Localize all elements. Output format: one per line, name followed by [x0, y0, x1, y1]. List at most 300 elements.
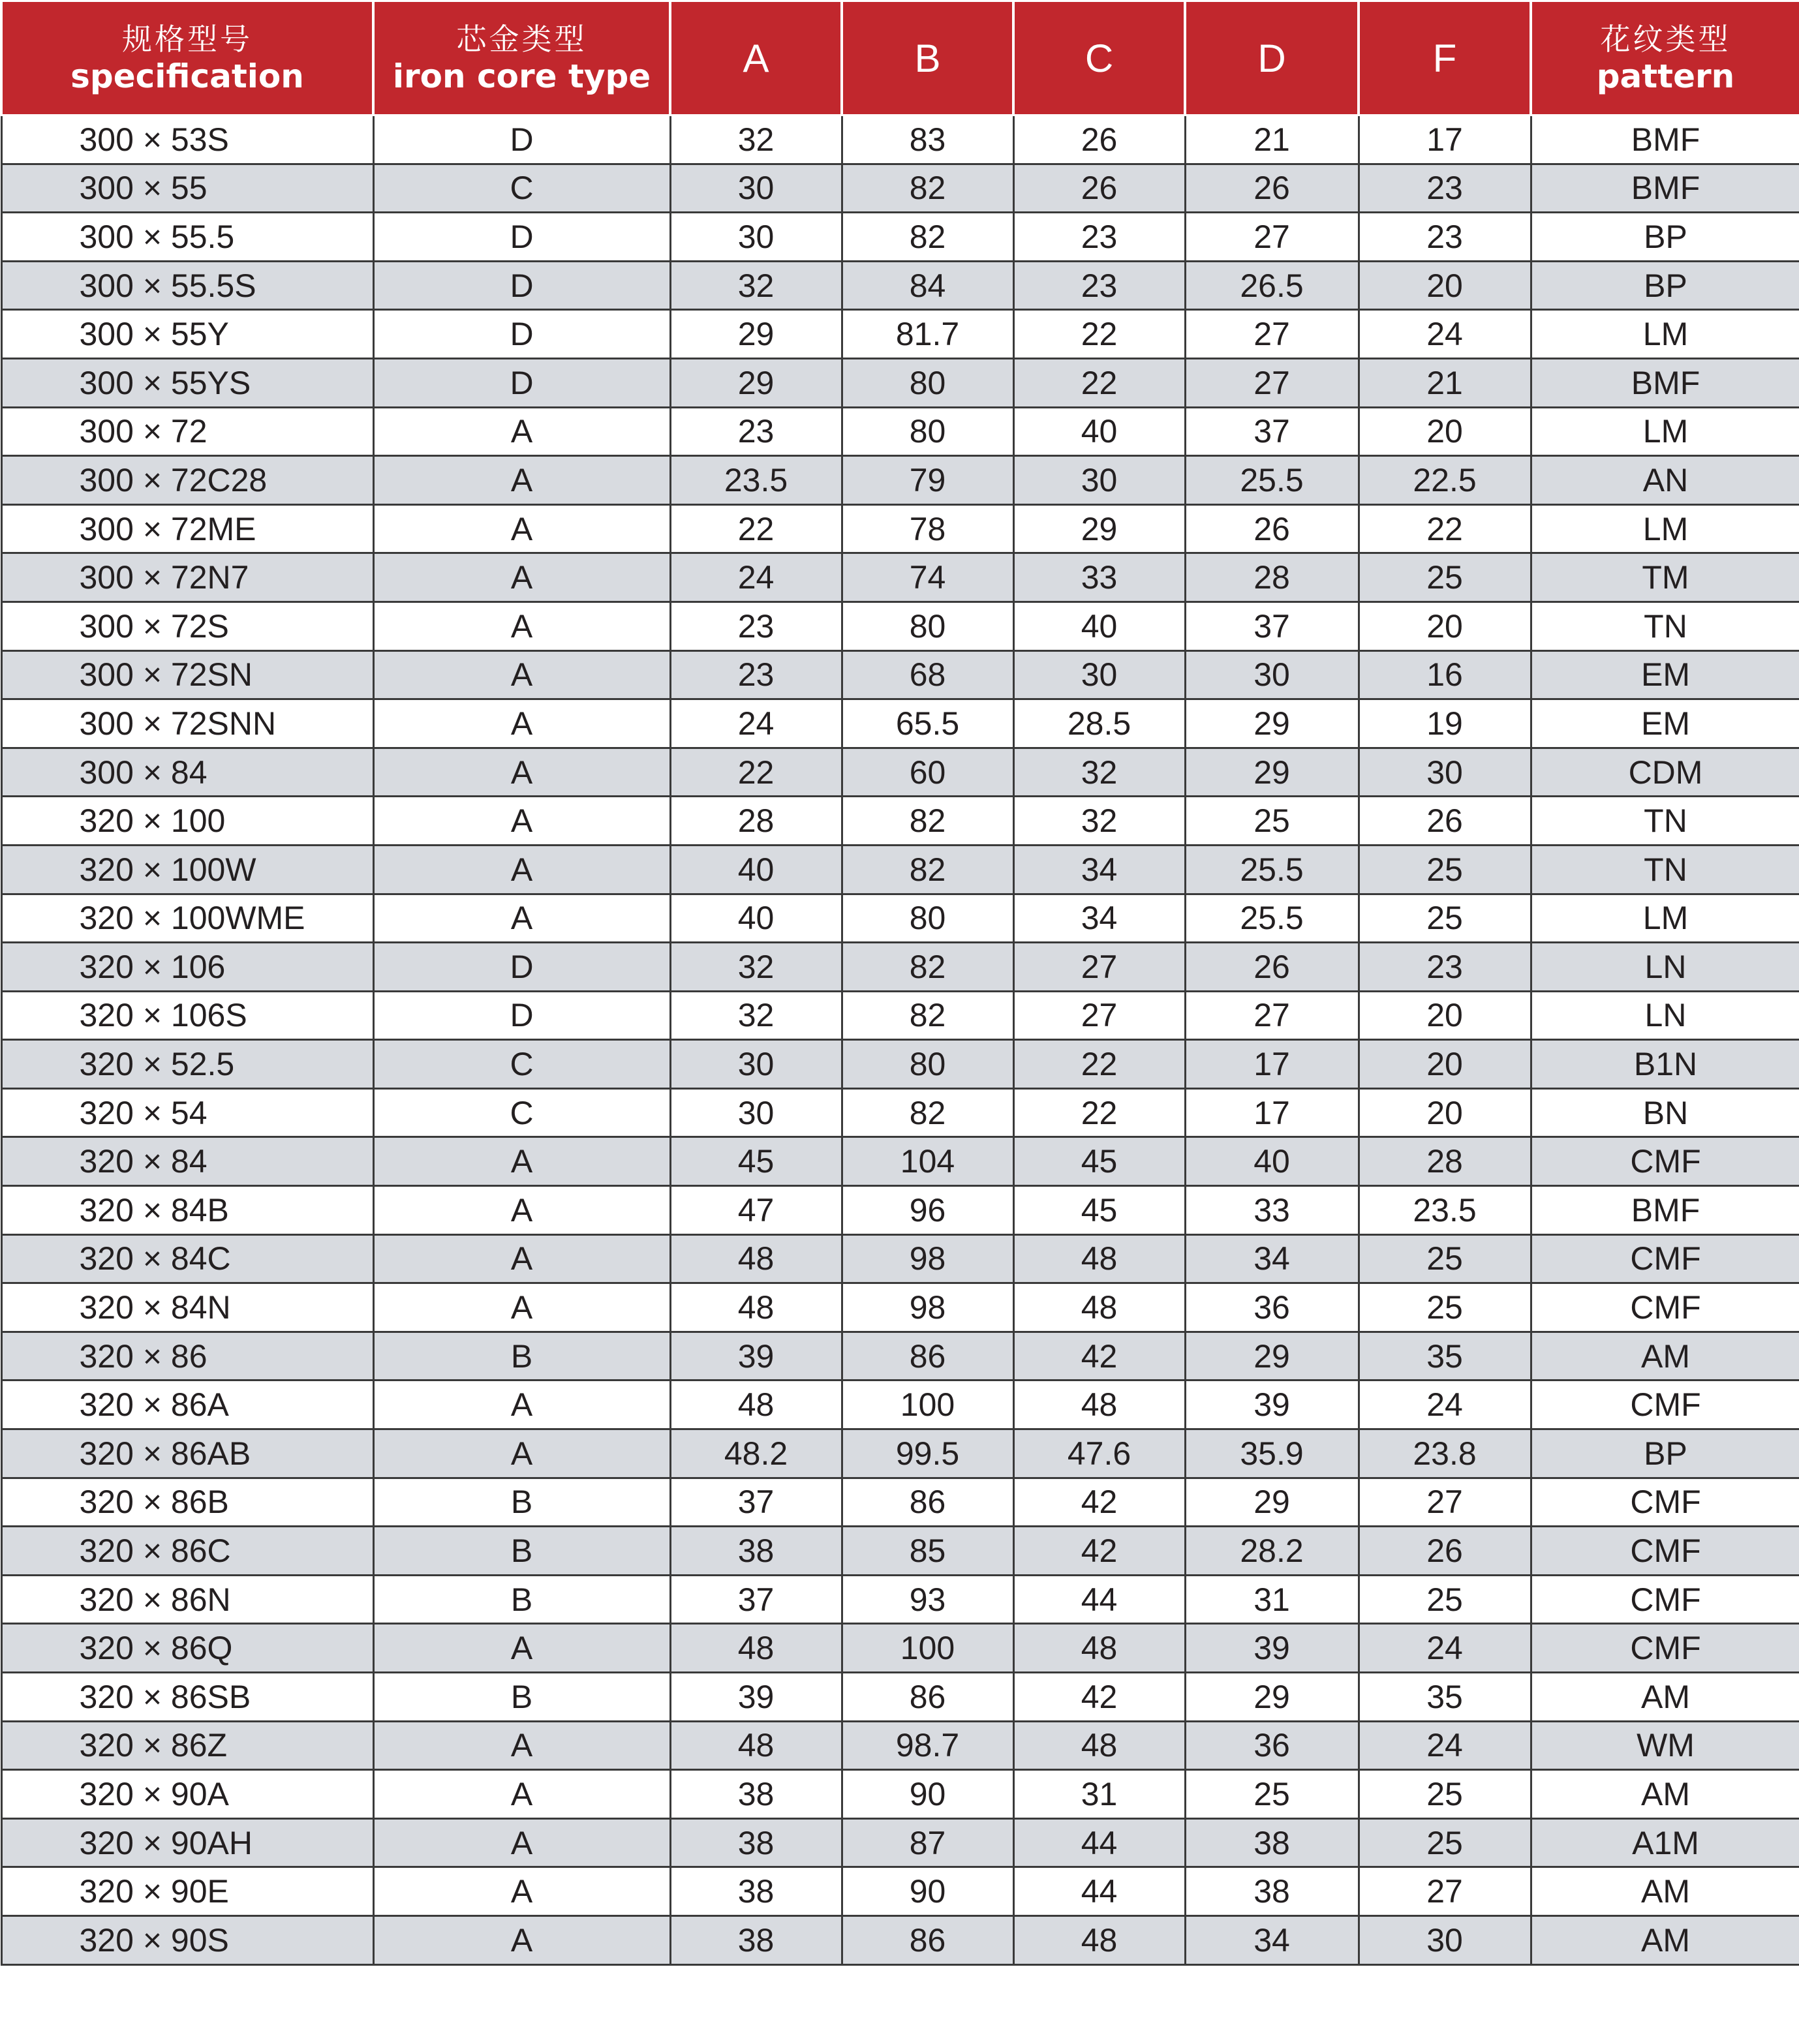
header-b: [842, 1, 1013, 115]
cell-f: 25: [1359, 1283, 1531, 1332]
cell-c: 30: [1013, 456, 1185, 505]
cell-c: 44: [1013, 1867, 1185, 1916]
table-row: [1, 1234, 1799, 1283]
cell-f: 28: [1359, 1137, 1531, 1186]
cell-pattern: CMF: [1531, 1575, 1799, 1624]
cell-b: 68: [842, 650, 1013, 699]
table-row: [1, 1818, 1799, 1867]
cell-a: 24: [670, 699, 842, 748]
cell-d: 28.2: [1185, 1527, 1359, 1576]
cell-iron-core-type: A: [373, 1283, 670, 1332]
cell-specification: 300 × 55.5: [1, 213, 373, 262]
cell-f: 17: [1359, 115, 1531, 164]
cell-pattern: LM: [1531, 407, 1799, 456]
cell-f: 27: [1359, 1867, 1531, 1916]
cell-c: 29: [1013, 504, 1185, 553]
table-row: [1, 164, 1799, 213]
cell-c: 45: [1013, 1186, 1185, 1235]
cell-a: 39: [670, 1673, 842, 1722]
cell-c: 48: [1013, 1234, 1185, 1283]
cell-pattern: EM: [1531, 650, 1799, 699]
cell-f: 20: [1359, 602, 1531, 650]
cell-pattern: CMF: [1531, 1478, 1799, 1527]
cell-c: 22: [1013, 358, 1185, 407]
cell-d: 37: [1185, 602, 1359, 650]
cell-b: 83: [842, 115, 1013, 164]
cell-specification: 320 × 90A: [1, 1770, 373, 1819]
cell-f: 25: [1359, 1818, 1531, 1867]
cell-iron-core-type: C: [373, 164, 670, 213]
cell-iron-core-type: A: [373, 1818, 670, 1867]
cell-c: 42: [1013, 1478, 1185, 1527]
cell-a: 47: [670, 1186, 842, 1235]
cell-pattern: LM: [1531, 504, 1799, 553]
cell-iron-core-type: A: [373, 1380, 670, 1429]
cell-d: 36: [1185, 1721, 1359, 1770]
cell-b: 104: [842, 1137, 1013, 1186]
table-row: [1, 991, 1799, 1040]
cell-a: 38: [670, 1818, 842, 1867]
cell-d: 26: [1185, 504, 1359, 553]
cell-d: 25: [1185, 797, 1359, 846]
table-row: [1, 894, 1799, 943]
cell-f: 24: [1359, 1721, 1531, 1770]
cell-f: 20: [1359, 1088, 1531, 1137]
cell-pattern: CMF: [1531, 1234, 1799, 1283]
cell-f: 25: [1359, 1575, 1531, 1624]
table-row: [1, 748, 1799, 797]
cell-specification: 320 × 106: [1, 943, 373, 992]
header-c-label: C: [1084, 36, 1114, 80]
cell-a: 29: [670, 358, 842, 407]
cell-c: 45: [1013, 1137, 1185, 1186]
header-pattern-zh: 花纹类型: [1600, 22, 1731, 57]
cell-f: 24: [1359, 310, 1531, 359]
table-row: [1, 1867, 1799, 1916]
cell-b: 100: [842, 1624, 1013, 1673]
cell-pattern: AM: [1531, 1332, 1799, 1380]
cell-a: 38: [670, 1770, 842, 1819]
cell-d: 39: [1185, 1380, 1359, 1429]
cell-a: 40: [670, 894, 842, 943]
table-row: [1, 358, 1799, 407]
cell-c: 44: [1013, 1818, 1185, 1867]
cell-iron-core-type: D: [373, 358, 670, 407]
cell-d: 28: [1185, 553, 1359, 602]
cell-f: 25: [1359, 845, 1531, 894]
cell-pattern: BMF: [1531, 1186, 1799, 1235]
cell-specification: 300 × 53S: [1, 115, 373, 164]
cell-d: 39: [1185, 1624, 1359, 1673]
cell-d: 27: [1185, 310, 1359, 359]
cell-pattern: LN: [1531, 991, 1799, 1040]
table-row: [1, 699, 1799, 748]
cell-pattern: AN: [1531, 456, 1799, 505]
cell-f: 25: [1359, 553, 1531, 602]
cell-iron-core-type: B: [373, 1527, 670, 1576]
cell-f: 26: [1359, 1527, 1531, 1576]
cell-d: 38: [1185, 1818, 1359, 1867]
cell-f: 23: [1359, 943, 1531, 992]
cell-d: 37: [1185, 407, 1359, 456]
cell-pattern: LM: [1531, 310, 1799, 359]
cell-c: 34: [1013, 845, 1185, 894]
cell-specification: 300 × 72SN: [1, 650, 373, 699]
cell-pattern: CMF: [1531, 1283, 1799, 1332]
cell-f: 26: [1359, 797, 1531, 846]
cell-d: 29: [1185, 1332, 1359, 1380]
cell-a: 23: [670, 650, 842, 699]
cell-specification: 300 × 84: [1, 748, 373, 797]
cell-d: 30: [1185, 650, 1359, 699]
cell-pattern: LM: [1531, 894, 1799, 943]
cell-b: 86: [842, 1915, 1013, 1964]
cell-specification: 300 × 72SNN: [1, 699, 373, 748]
cell-iron-core-type: A: [373, 1186, 670, 1235]
cell-b: 82: [842, 845, 1013, 894]
cell-pattern: BMF: [1531, 115, 1799, 164]
header-b-label: B: [914, 36, 941, 80]
cell-c: 23: [1013, 213, 1185, 262]
cell-d: 29: [1185, 1478, 1359, 1527]
table-row: [1, 553, 1799, 602]
cell-b: 100: [842, 1380, 1013, 1429]
cell-iron-core-type: D: [373, 261, 670, 310]
cell-b: 85: [842, 1527, 1013, 1576]
table-row: [1, 213, 1799, 262]
cell-a: 30: [670, 164, 842, 213]
cell-a: 48.2: [670, 1429, 842, 1478]
cell-specification: 320 × 100: [1, 797, 373, 846]
cell-specification: 300 × 72S: [1, 602, 373, 650]
cell-iron-core-type: A: [373, 650, 670, 699]
cell-pattern: CMF: [1531, 1380, 1799, 1429]
cell-c: 42: [1013, 1673, 1185, 1722]
header-c: [1013, 1, 1185, 115]
cell-specification: 320 × 86: [1, 1332, 373, 1380]
cell-f: 19: [1359, 699, 1531, 748]
cell-iron-core-type: A: [373, 1867, 670, 1916]
cell-f: 27: [1359, 1478, 1531, 1527]
cell-pattern: TN: [1531, 797, 1799, 846]
cell-c: 32: [1013, 797, 1185, 846]
cell-iron-core-type: A: [373, 894, 670, 943]
cell-f: 35: [1359, 1673, 1531, 1722]
cell-iron-core-type: A: [373, 504, 670, 553]
cell-pattern: TN: [1531, 845, 1799, 894]
cell-c: 32: [1013, 748, 1185, 797]
header-specification: [1, 1, 373, 115]
table-body: [1, 115, 1799, 1965]
cell-iron-core-type: C: [373, 1088, 670, 1137]
cell-pattern: WM: [1531, 1721, 1799, 1770]
cell-c: 28.5: [1013, 699, 1185, 748]
cell-c: 42: [1013, 1332, 1185, 1380]
cell-specification: 320 × 86B: [1, 1478, 373, 1527]
header-specification-zh: 规格型号: [122, 22, 253, 57]
cell-c: 26: [1013, 115, 1185, 164]
cell-a: 38: [670, 1915, 842, 1964]
cell-iron-core-type: D: [373, 115, 670, 164]
cell-f: 22.5: [1359, 456, 1531, 505]
header-a: [670, 1, 842, 115]
header-d-label: D: [1257, 36, 1286, 80]
cell-a: 32: [670, 991, 842, 1040]
cell-specification: 320 × 86Z: [1, 1721, 373, 1770]
cell-d: 33: [1185, 1186, 1359, 1235]
cell-d: 34: [1185, 1234, 1359, 1283]
table-row: [1, 1429, 1799, 1478]
cell-specification: 300 × 72N7: [1, 553, 373, 602]
cell-f: 16: [1359, 650, 1531, 699]
cell-specification: 320 × 84B: [1, 1186, 373, 1235]
cell-a: 37: [670, 1478, 842, 1527]
table-row: [1, 1575, 1799, 1624]
cell-iron-core-type: D: [373, 991, 670, 1040]
cell-iron-core-type: A: [373, 1721, 670, 1770]
cell-specification: 320 × 90S: [1, 1915, 373, 1964]
cell-c: 48: [1013, 1624, 1185, 1673]
table-row: [1, 1186, 1799, 1235]
table-header: [1, 1, 1799, 115]
table-row: [1, 1624, 1799, 1673]
cell-b: 80: [842, 602, 1013, 650]
header-pattern-en: pattern: [1596, 57, 1735, 95]
cell-iron-core-type: A: [373, 456, 670, 505]
cell-c: 27: [1013, 991, 1185, 1040]
cell-b: 82: [842, 213, 1013, 262]
cell-specification: 320 × 86SB: [1, 1673, 373, 1722]
cell-a: 32: [670, 261, 842, 310]
cell-c: 30: [1013, 650, 1185, 699]
cell-specification: 320 × 84C: [1, 1234, 373, 1283]
header-iron-core-type-en: iron core type: [392, 57, 651, 95]
cell-b: 65.5: [842, 699, 1013, 748]
header-iron-core-type: [373, 1, 670, 115]
cell-pattern: A1M: [1531, 1818, 1799, 1867]
table-row: [1, 1088, 1799, 1137]
cell-pattern: EM: [1531, 699, 1799, 748]
cell-a: 48: [670, 1624, 842, 1673]
cell-d: 29: [1185, 748, 1359, 797]
cell-a: 38: [670, 1867, 842, 1916]
table-row: [1, 115, 1799, 164]
cell-specification: 320 × 86AB: [1, 1429, 373, 1478]
cell-specification: 320 × 100W: [1, 845, 373, 894]
header-f-label: F: [1432, 36, 1457, 80]
cell-a: 22: [670, 748, 842, 797]
cell-specification: 320 × 52.5: [1, 1040, 373, 1089]
cell-d: 25.5: [1185, 456, 1359, 505]
header-iron-core-type-zh: 芯金类型: [456, 22, 587, 57]
cell-b: 79: [842, 456, 1013, 505]
cell-pattern: CDM: [1531, 748, 1799, 797]
cell-f: 23: [1359, 213, 1531, 262]
cell-d: 40: [1185, 1137, 1359, 1186]
table-row: [1, 456, 1799, 505]
cell-c: 47.6: [1013, 1429, 1185, 1478]
cell-pattern: B1N: [1531, 1040, 1799, 1089]
table-row: [1, 650, 1799, 699]
cell-b: 99.5: [842, 1429, 1013, 1478]
cell-a: 29: [670, 310, 842, 359]
cell-specification: 300 × 72C28: [1, 456, 373, 505]
cell-d: 38: [1185, 1867, 1359, 1916]
cell-a: 24: [670, 553, 842, 602]
cell-specification: 300 × 55: [1, 164, 373, 213]
table-row: [1, 1915, 1799, 1964]
cell-specification: 300 × 72ME: [1, 504, 373, 553]
cell-iron-core-type: A: [373, 1137, 670, 1186]
cell-b: 82: [842, 943, 1013, 992]
cell-iron-core-type: A: [373, 602, 670, 650]
cell-iron-core-type: D: [373, 213, 670, 262]
cell-c: 40: [1013, 407, 1185, 456]
cell-d: 31: [1185, 1575, 1359, 1624]
cell-specification: 300 × 55YS: [1, 358, 373, 407]
table-row: [1, 504, 1799, 553]
cell-pattern: BP: [1531, 213, 1799, 262]
table-row: [1, 310, 1799, 359]
cell-d: 27: [1185, 358, 1359, 407]
cell-b: 98.7: [842, 1721, 1013, 1770]
table-row: [1, 602, 1799, 650]
cell-pattern: BMF: [1531, 358, 1799, 407]
cell-a: 48: [670, 1283, 842, 1332]
cell-d: 26: [1185, 164, 1359, 213]
cell-b: 60: [842, 748, 1013, 797]
table-row: [1, 943, 1799, 992]
cell-specification: 300 × 55.5S: [1, 261, 373, 310]
cell-b: 82: [842, 797, 1013, 846]
cell-pattern: AM: [1531, 1915, 1799, 1964]
cell-b: 98: [842, 1234, 1013, 1283]
cell-iron-core-type: B: [373, 1332, 670, 1380]
cell-f: 24: [1359, 1380, 1531, 1429]
cell-d: 25: [1185, 1770, 1359, 1819]
cell-pattern: BP: [1531, 261, 1799, 310]
cell-b: 82: [842, 1088, 1013, 1137]
header-specification-en: specification: [70, 57, 304, 95]
cell-a: 48: [670, 1234, 842, 1283]
cell-d: 27: [1185, 991, 1359, 1040]
cell-d: 21: [1185, 115, 1359, 164]
cell-b: 74: [842, 553, 1013, 602]
cell-c: 48: [1013, 1380, 1185, 1429]
cell-d: 35.9: [1185, 1429, 1359, 1478]
cell-b: 87: [842, 1818, 1013, 1867]
cell-b: 90: [842, 1770, 1013, 1819]
header-row: [1, 1, 1799, 115]
cell-c: 22: [1013, 310, 1185, 359]
cell-pattern: AM: [1531, 1867, 1799, 1916]
cell-a: 30: [670, 1088, 842, 1137]
cell-d: 29: [1185, 1673, 1359, 1722]
cell-specification: 320 × 106S: [1, 991, 373, 1040]
cell-specification: 320 × 54: [1, 1088, 373, 1137]
cell-iron-core-type: D: [373, 310, 670, 359]
cell-c: 31: [1013, 1770, 1185, 1819]
cell-b: 80: [842, 358, 1013, 407]
cell-a: 40: [670, 845, 842, 894]
cell-pattern: CMF: [1531, 1137, 1799, 1186]
cell-pattern: TN: [1531, 602, 1799, 650]
cell-d: 27: [1185, 213, 1359, 262]
cell-a: 37: [670, 1575, 842, 1624]
cell-specification: 320 × 100WME: [1, 894, 373, 943]
cell-b: 82: [842, 991, 1013, 1040]
cell-specification: 320 × 84: [1, 1137, 373, 1186]
cell-c: 27: [1013, 943, 1185, 992]
table-row: [1, 797, 1799, 846]
cell-specification: 320 × 90AH: [1, 1818, 373, 1867]
cell-specification: 320 × 84N: [1, 1283, 373, 1332]
cell-d: 34: [1185, 1915, 1359, 1964]
cell-b: 86: [842, 1673, 1013, 1722]
cell-a: 32: [670, 115, 842, 164]
header-a-label: A: [743, 36, 769, 80]
cell-b: 84: [842, 261, 1013, 310]
cell-iron-core-type: A: [373, 407, 670, 456]
cell-b: 80: [842, 894, 1013, 943]
table-row: [1, 1040, 1799, 1089]
table-row: [1, 1770, 1799, 1819]
table-row: [1, 1137, 1799, 1186]
cell-c: 22: [1013, 1040, 1185, 1089]
cell-f: 25: [1359, 894, 1531, 943]
cell-c: 34: [1013, 894, 1185, 943]
table-row: [1, 1527, 1799, 1576]
cell-f: 35: [1359, 1332, 1531, 1380]
cell-c: 44: [1013, 1575, 1185, 1624]
cell-pattern: BN: [1531, 1088, 1799, 1137]
cell-b: 93: [842, 1575, 1013, 1624]
cell-d: 17: [1185, 1040, 1359, 1089]
cell-specification: 320 × 86C: [1, 1527, 373, 1576]
cell-f: 30: [1359, 748, 1531, 797]
cell-iron-core-type: C: [373, 1040, 670, 1089]
cell-iron-core-type: A: [373, 553, 670, 602]
cell-iron-core-type: A: [373, 748, 670, 797]
cell-specification: 300 × 72: [1, 407, 373, 456]
cell-b: 81.7: [842, 310, 1013, 359]
header-d: [1185, 1, 1359, 115]
cell-b: 80: [842, 407, 1013, 456]
cell-iron-core-type: D: [373, 943, 670, 992]
table-row: [1, 1283, 1799, 1332]
cell-iron-core-type: A: [373, 1429, 670, 1478]
cell-d: 29: [1185, 699, 1359, 748]
cell-f: 20: [1359, 261, 1531, 310]
cell-specification: 320 × 90E: [1, 1867, 373, 1916]
cell-iron-core-type: B: [373, 1575, 670, 1624]
cell-d: 26.5: [1185, 261, 1359, 310]
cell-c: 23: [1013, 261, 1185, 310]
cell-f: 25: [1359, 1234, 1531, 1283]
cell-a: 48: [670, 1380, 842, 1429]
cell-a: 23: [670, 602, 842, 650]
cell-a: 23: [670, 407, 842, 456]
cell-a: 28: [670, 797, 842, 846]
cell-pattern: CMF: [1531, 1624, 1799, 1673]
cell-b: 86: [842, 1478, 1013, 1527]
table-row: [1, 1721, 1799, 1770]
cell-f: 23.8: [1359, 1429, 1531, 1478]
cell-b: 96: [842, 1186, 1013, 1235]
cell-iron-core-type: A: [373, 1624, 670, 1673]
cell-c: 26: [1013, 164, 1185, 213]
cell-d: 26: [1185, 943, 1359, 992]
